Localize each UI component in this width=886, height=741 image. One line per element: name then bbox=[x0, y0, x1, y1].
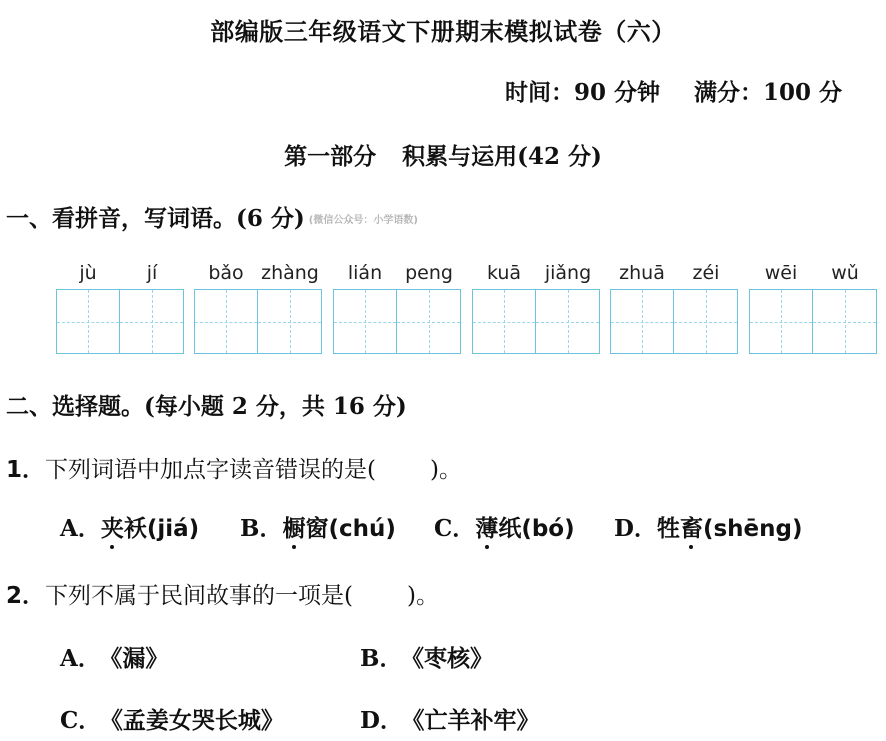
option-text: 《漏》 bbox=[110, 645, 169, 672]
part-heading bbox=[0, 138, 886, 171]
option-letter: A． bbox=[60, 515, 101, 542]
writing-cell[interactable] bbox=[813, 289, 877, 354]
question-text: 下列不属于民间故事的一项是( bbox=[45, 583, 353, 609]
option-letter: A． bbox=[60, 645, 101, 672]
option-letter: D． bbox=[614, 515, 657, 542]
option-text: 《枣核》 bbox=[412, 645, 493, 672]
option-b[interactable] bbox=[240, 510, 396, 543]
option-char: 牲 bbox=[656, 515, 680, 542]
writing-cell[interactable] bbox=[258, 289, 322, 354]
writing-grid bbox=[56, 289, 184, 354]
question-close: )。 bbox=[430, 457, 462, 483]
part-name: 积累与运用(42 分) bbox=[402, 143, 602, 170]
writing-cell[interactable] bbox=[120, 289, 184, 354]
writing-cell[interactable] bbox=[674, 289, 738, 354]
option-text: 《亡羊补牢》 bbox=[412, 707, 540, 734]
option-a[interactable] bbox=[60, 510, 199, 543]
exam-score: 满分：100 分 bbox=[693, 79, 842, 106]
writing-cell[interactable] bbox=[397, 289, 461, 354]
exam-info bbox=[505, 74, 842, 107]
writing-cell[interactable] bbox=[194, 289, 258, 354]
section2-title: 二、选择题。(每小题 2 分，共 16 分) bbox=[6, 393, 407, 420]
pinyin-label: bǎo bbox=[208, 262, 244, 284]
option-c[interactable] bbox=[434, 510, 575, 543]
option-b[interactable] bbox=[360, 640, 493, 673]
question-close: )。 bbox=[407, 583, 439, 609]
writing-grid bbox=[472, 289, 600, 354]
question-text: 下列词语中加点字读音错误的是( bbox=[45, 457, 376, 483]
section1-heading bbox=[6, 200, 418, 233]
option-letter: B． bbox=[360, 645, 403, 672]
pinyin-label: jí bbox=[146, 262, 158, 284]
option-char: 袄 bbox=[123, 515, 147, 542]
option-letter: B． bbox=[240, 515, 283, 542]
writing-cell[interactable] bbox=[472, 289, 536, 354]
dotted-char: 夹 bbox=[101, 510, 124, 543]
dotted-char: 畜 bbox=[680, 510, 703, 543]
pinyin-label: peng bbox=[405, 262, 453, 284]
pinyin-label: lián bbox=[347, 262, 383, 284]
option-pinyin: (bó) bbox=[521, 516, 575, 542]
option-d[interactable] bbox=[360, 702, 539, 735]
option-char: 窗 bbox=[305, 515, 329, 542]
question-number: 2． bbox=[6, 583, 46, 609]
pinyin-label: zhuā bbox=[619, 262, 665, 284]
dotted-char: 橱 bbox=[282, 510, 305, 543]
option-char: 纸 bbox=[498, 515, 522, 542]
pinyin-label: zhàng bbox=[261, 262, 319, 284]
watermark-text: (微信公众号：小学语数) bbox=[308, 215, 418, 226]
option-text: 《孟姜女哭长城》 bbox=[111, 707, 284, 734]
writing-cell[interactable] bbox=[333, 289, 397, 354]
writing-cell[interactable] bbox=[56, 289, 120, 354]
writing-grid bbox=[333, 289, 461, 354]
option-c[interactable] bbox=[60, 702, 284, 735]
option-pinyin: (shēng) bbox=[702, 516, 803, 542]
section1-title: 一、看拼音，写词语。(6 分) bbox=[6, 205, 305, 232]
option-pinyin: (chú) bbox=[328, 516, 396, 542]
question-1 bbox=[6, 451, 462, 484]
writing-cell[interactable] bbox=[749, 289, 813, 354]
option-a[interactable] bbox=[60, 640, 168, 673]
option-d[interactable] bbox=[614, 510, 802, 543]
pinyin-label: wēi bbox=[764, 262, 798, 284]
option-letter: C． bbox=[434, 515, 476, 542]
option-letter: C． bbox=[60, 707, 102, 734]
writing-grid bbox=[749, 289, 877, 354]
pinyin-label: wǔ bbox=[831, 262, 859, 284]
pinyin-label: jiǎng bbox=[544, 262, 592, 284]
question-number: 1． bbox=[6, 457, 46, 483]
pinyin-label: zéi bbox=[692, 262, 720, 284]
option-letter: D． bbox=[360, 707, 403, 734]
pinyin-label: kuā bbox=[486, 262, 522, 284]
part-number: 第一部分 bbox=[284, 143, 377, 170]
dotted-char: 薄 bbox=[475, 510, 498, 543]
pinyin-label: jù bbox=[79, 262, 97, 284]
option-pinyin: (jiá) bbox=[146, 516, 200, 542]
exam-time: 时间：90 分钟 bbox=[504, 79, 660, 106]
page-title: 部编版三年级语文下册期末模拟试卷（六） bbox=[210, 18, 676, 46]
writing-grid bbox=[194, 289, 322, 354]
writing-grid bbox=[610, 289, 738, 354]
question-2 bbox=[6, 577, 439, 610]
writing-cell[interactable] bbox=[536, 289, 600, 354]
writing-cell[interactable] bbox=[610, 289, 674, 354]
